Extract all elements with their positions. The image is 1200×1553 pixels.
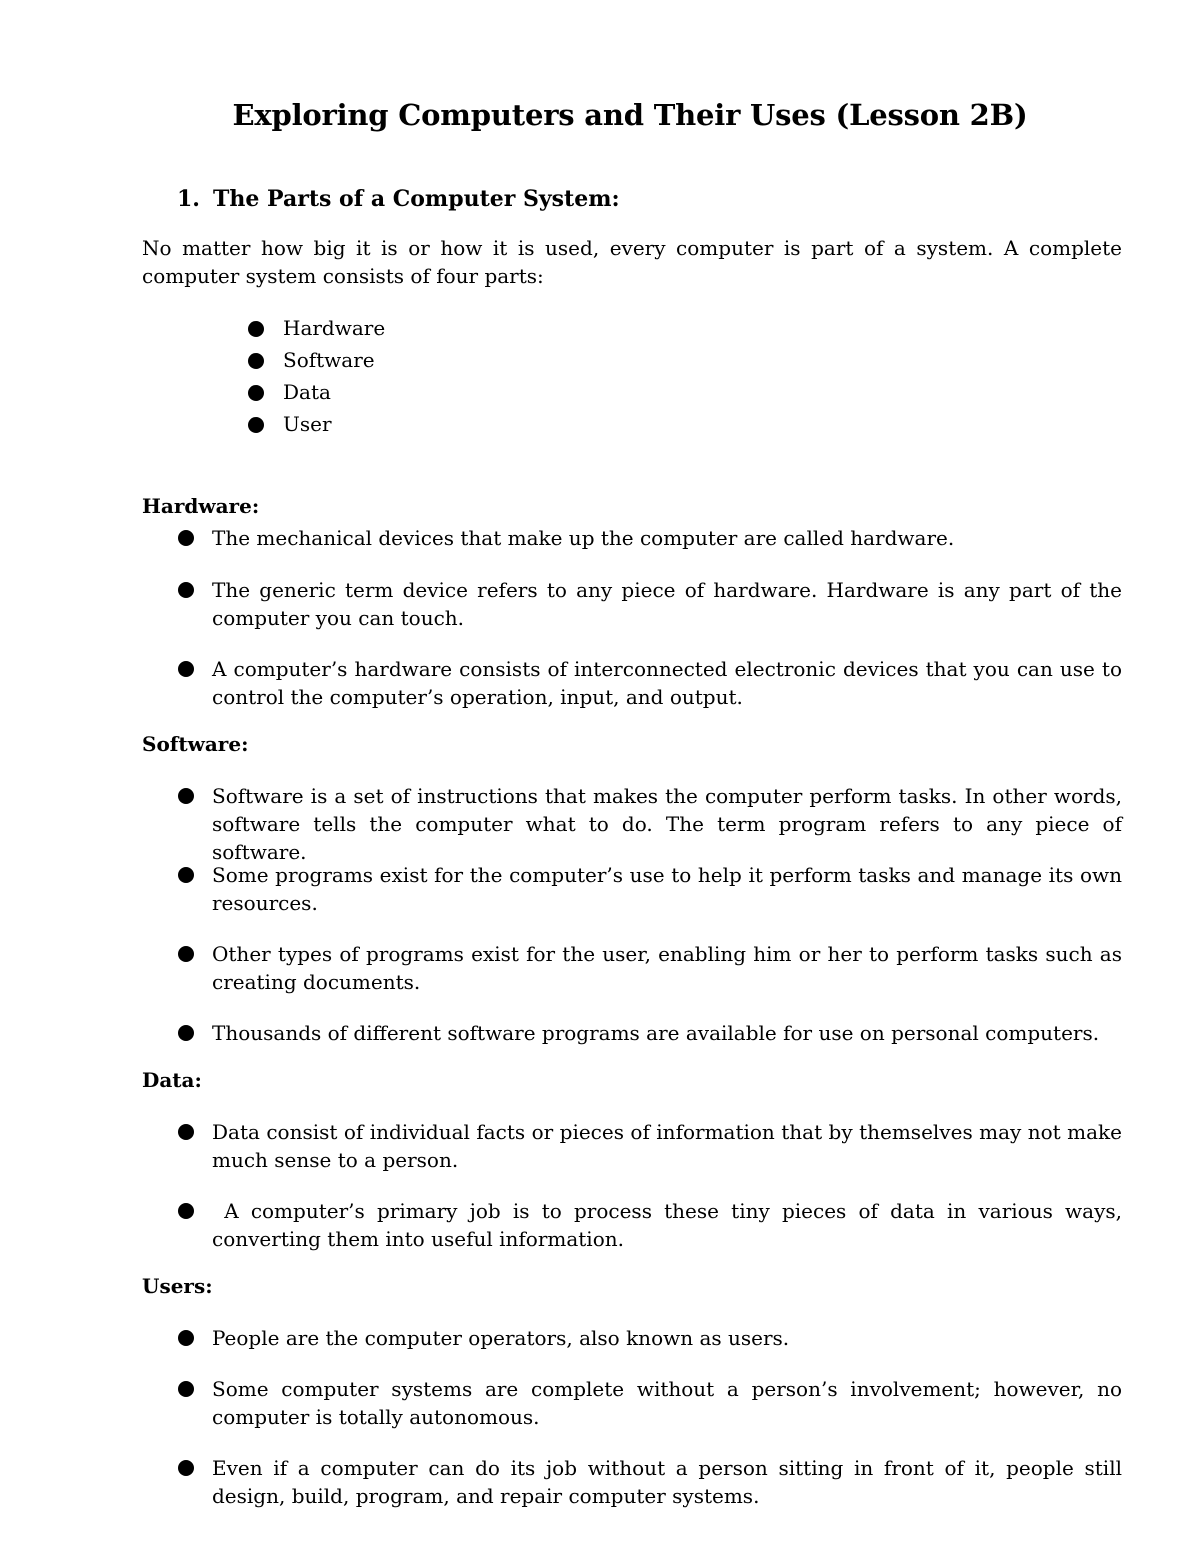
data-label: Data:	[142, 1068, 202, 1092]
software-item: Software is a set of instructions that makes the computer perform tasks. In other words, software tells the computer what to do. The term program refers to any piece of software.	[178, 782, 1122, 866]
bullet-icon	[178, 946, 194, 962]
list-item: Software	[248, 344, 385, 376]
bullet-icon	[248, 353, 264, 369]
document-title: Exploring Computers and Their Uses (Lesson 2B)	[232, 98, 1028, 132]
bullet-icon	[248, 417, 264, 433]
bullet-icon	[248, 321, 264, 337]
hardware-item: A computer’s hardware consists of interconnected electronic devices that you can use to control the computer’s operation, input, and output.	[178, 655, 1122, 711]
bullet-icon	[178, 788, 194, 804]
bullet-icon	[178, 530, 194, 546]
bullet-icon	[178, 1330, 194, 1346]
section-heading-text: The Parts of a Computer System:	[213, 186, 620, 212]
data-item: Data consist of individual facts or pieces of information that by themselves may not make much sense to a person.	[178, 1118, 1122, 1174]
parts-list	[248, 312, 385, 440]
users-item: People are the computer operators, also known as users.	[178, 1324, 1122, 1352]
bullet-icon	[178, 1203, 194, 1219]
bullet-icon	[178, 1381, 194, 1397]
software-item: Thousands of different software programs are available for use on personal computers.	[178, 1019, 1122, 1047]
users-label: Users:	[142, 1274, 213, 1298]
list-item: Hardware	[248, 312, 385, 344]
bullet-icon	[178, 1460, 194, 1476]
bullet-icon	[178, 1124, 194, 1140]
bullet-icon	[248, 385, 264, 401]
data-item: A computer’s primary job is to process these tiny pieces of data in various ways, converting them into useful information.	[178, 1197, 1122, 1253]
software-item: Other types of programs exist for the user, enabling him or her to perform tasks such as creating documents.	[178, 940, 1122, 996]
list-item: User	[248, 408, 385, 440]
hardware-item: The generic term device refers to any piece of hardware. Hardware is any part of the computer you can touch.	[178, 576, 1122, 632]
software-label: Software:	[142, 732, 249, 756]
bullet-icon	[178, 661, 194, 677]
intro-paragraph: No matter how big it is or how it is used, every computer is part of a system. A complete computer system consists of four parts:	[142, 236, 1122, 288]
software-item: Some programs exist for the computer’s use to help it perform tasks and manage its own resources.	[178, 861, 1122, 917]
section-number: 1.	[177, 186, 200, 212]
hardware-label: Hardware:	[142, 494, 260, 518]
bullet-icon	[178, 867, 194, 883]
list-item: Data	[248, 376, 385, 408]
bullet-icon	[178, 1025, 194, 1041]
users-item: Some computer systems are complete without a person’s involvement; however, no computer is totally autonomous.	[178, 1375, 1122, 1431]
section-heading	[177, 186, 620, 212]
hardware-item: The mechanical devices that make up the computer are called hardware.	[178, 524, 1122, 552]
bullet-icon	[178, 582, 194, 598]
users-item: Even if a computer can do its job without a person sitting in front of it, people still design, build, program, and repair computer systems.	[178, 1454, 1122, 1510]
